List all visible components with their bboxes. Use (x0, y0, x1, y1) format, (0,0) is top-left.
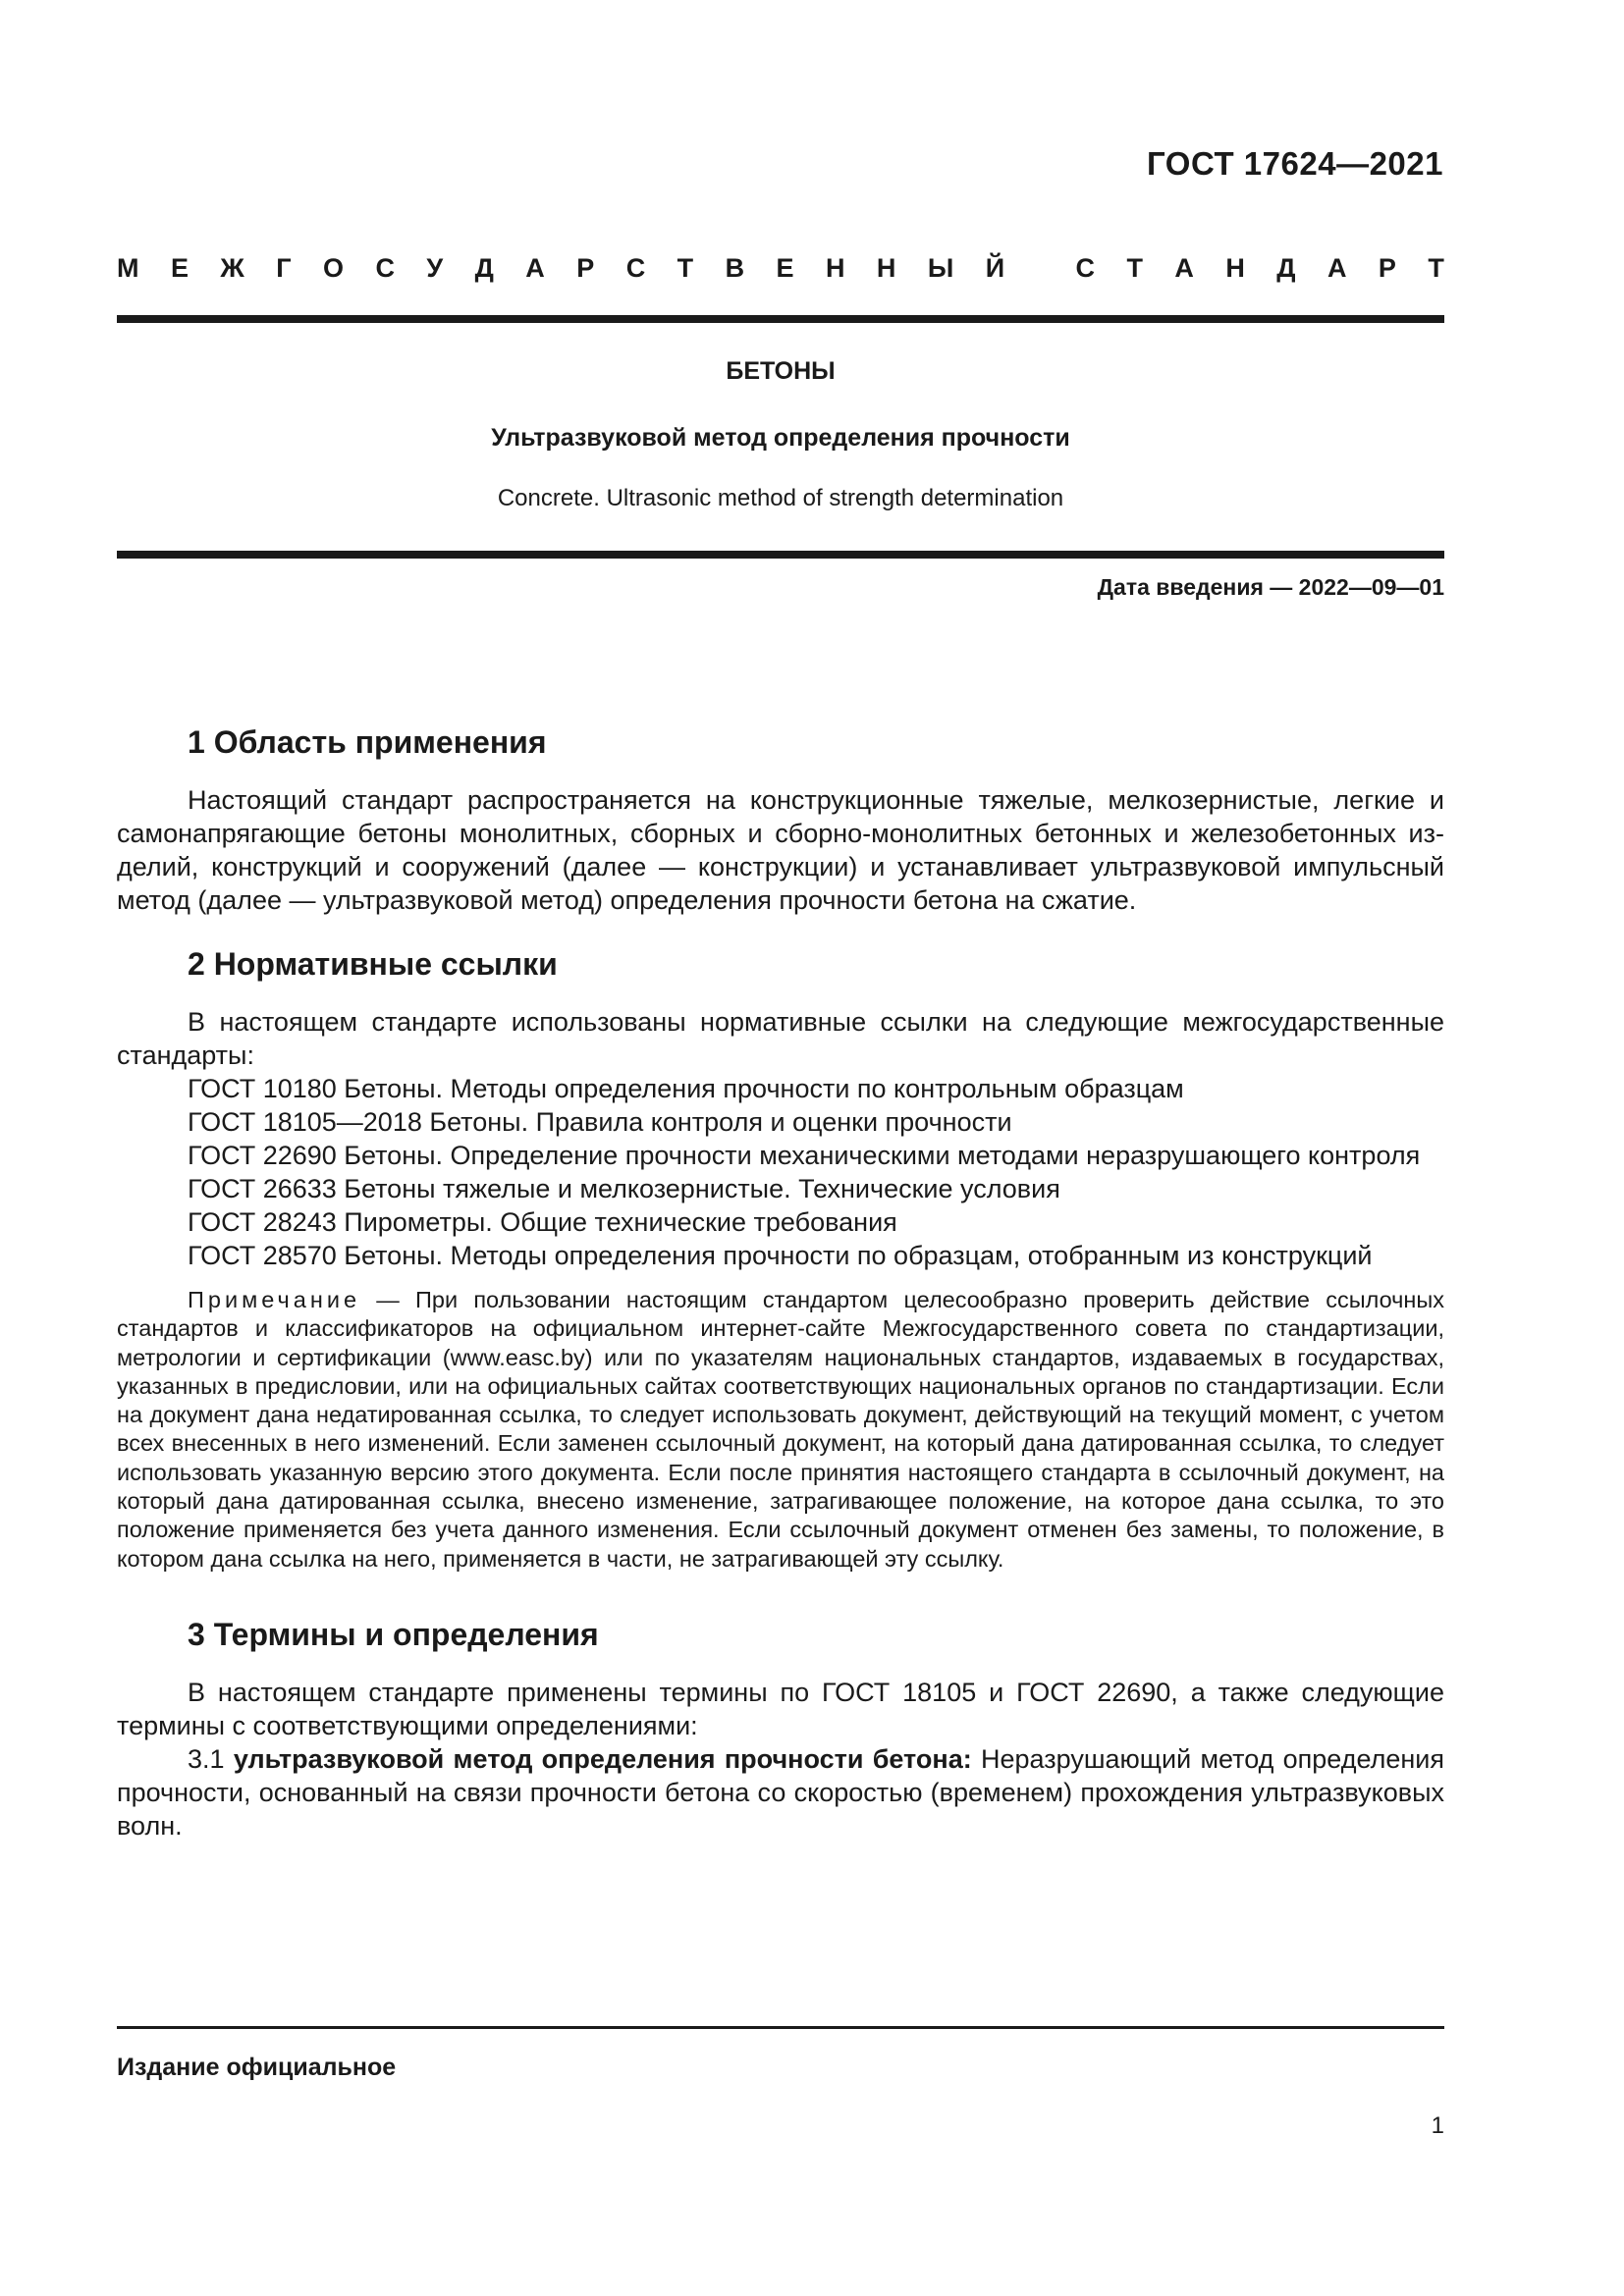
reference-item: ГОСТ 28570 Бетоны. Методы определения прочности по образцам, отобранным из конструкций (188, 1241, 1373, 1270)
interstate-letter: В (725, 253, 745, 283)
interstate-letter: Ж (220, 253, 244, 283)
interstate-letter: С (375, 253, 395, 283)
interstate-letter: С (1075, 253, 1095, 283)
paragraph: В настоящем стандарте использованы нормативные ссылки на следующие межгосударственные стандарты: (117, 1007, 1444, 1070)
interstate-letter: Г (276, 253, 292, 283)
interstate-letter: С (625, 253, 646, 283)
section-heading: 3 Термины и определения (188, 1616, 599, 1652)
section-scope (117, 721, 1444, 917)
interstate-letter (1037, 253, 1045, 284)
interstate-letter: Е (776, 253, 794, 283)
interstate-letter: Е (170, 253, 189, 283)
interstate-letter: Й (985, 253, 1005, 283)
title-bottom-rule (117, 551, 1444, 559)
interstate-letter: Т (1428, 253, 1444, 283)
interstate-letter: Д (474, 253, 494, 283)
introduction-date: Дата введения — 2022—09—01 (1097, 574, 1444, 600)
term-number: 3.1 (188, 1743, 234, 1774)
interstate-letter: Ы (927, 253, 954, 283)
interstate-letter: Н (1225, 253, 1245, 283)
reference-item: ГОСТ 28243 Пирометры. Общие технические требования (188, 1207, 897, 1237)
page-number: 1 (1431, 2112, 1444, 2139)
top-rule (117, 315, 1444, 323)
interstate-letter: Р (576, 253, 595, 283)
interstate-letter: Н (825, 253, 845, 283)
reference-item: ГОСТ 22690 Бетоны. Определение прочности механическими методами неразрушающего контроля (188, 1141, 1421, 1170)
section-terms (117, 1613, 1444, 1842)
interstate-letter: А (525, 253, 545, 283)
term-definition (117, 1742, 1444, 1842)
interstate-letter: А (1326, 253, 1347, 283)
interstate-letter: О (322, 253, 344, 283)
section-heading: 1 Область применения (188, 724, 547, 760)
english-title: Concrete. Ultrasonic method of strength determination (497, 485, 1064, 511)
note (117, 1286, 1444, 1574)
reference-item: ГОСТ 26633 Бетоны тяжелые и мелкозернистые. Технические условия (188, 1174, 1060, 1203)
interstate-letter: У (426, 253, 444, 283)
interstate-letter: А (1174, 253, 1194, 283)
interstate-letter: Н (876, 253, 896, 283)
interstate-letter: Т (677, 253, 694, 283)
reference-item: ГОСТ 18105—2018 Бетоны. Правила контроля и оценки прочности (188, 1107, 1012, 1137)
term: ультразвуковой метод определения прочности бетона: (233, 1743, 972, 1774)
gost-code: ГОСТ 17624—2021 (1147, 145, 1443, 182)
section-normative-references (117, 942, 1444, 1574)
footer-rule (117, 2026, 1444, 2029)
document-subtitle: Ультразвуковой метод определения прочности (491, 424, 1070, 452)
reference-item: ГОСТ 10180 Бетоны. Методы определения прочности по контрольным образцам (188, 1074, 1184, 1103)
document-body (117, 721, 1444, 1842)
section-heading: 2 Нормативные ссылки (188, 946, 558, 982)
interstate-letter: Д (1276, 253, 1296, 283)
interstate-letter: Т (1126, 253, 1143, 283)
paragraph: В настоящем стандарте применены термины по ГОСТ 18105 и ГОСТ 22690, а также следующие термины с соответствующими определениями: (117, 1677, 1444, 1740)
definition: Неразрушающий метод определения прочности, основанный на связи прочности бетона со скоростью (временем) прохождения ультразвуковых волн. (117, 1743, 1444, 1841)
interstate-letter: Р (1378, 253, 1396, 283)
document-title: БЕТОНЫ (726, 357, 836, 385)
note-label: Примечание (188, 1287, 361, 1312)
interstate-standard-label (117, 253, 1444, 284)
official-edition-label: Издание официальное (117, 2054, 397, 2081)
note-text: — При пользовании настоящим стандартом целесообразно проверить действие ссылочных стандартов и классификаторов на официальном интернет-сайте Межгосударственного совета по стандартизации, метрологии и сертификации (www.easc.by) или по указателям национальных стандартов, издаваемых в государствах, указанных в предисловии, или на официальных сайтах соответствующих национальных органов по стандартизации. Если на документ дана недатированная ссылка, то следует использовать документ, действующий на текущий момент, с учетом всех внесенных в него изменений. Если заменен ссылочный документ, на который дана датированная ссылка, то следует использовать указанную версию этого документа. Если после принятия настоящего стандарта в ссылочный документ, на который дана датированная ссылка, внесено изменение, затрагивающее положение, на которое дана ссылка, то это положение применяется без учета данного изменения. Если ссылочный документ отменен без замены, то положение, в котором дана ссылка на него, применяется в части, не затрагивающей эту ссылку. (117, 1287, 1444, 1572)
interstate-letter: М (117, 253, 139, 283)
paragraph: Настоящий стандарт распространяется на конструкционные тяжелые, мелкозернистые, легкие и самонапрягающие бетоны монолитных, сборных и сборно-монолитных бетонных и железобетонных изделий, конструкций и сооружений (далее — конструкции) и устанавливает ультразвуковой импульсный метод (далее — ультразвуковой метод) определения прочности бетона на сжатие. (117, 785, 1444, 915)
